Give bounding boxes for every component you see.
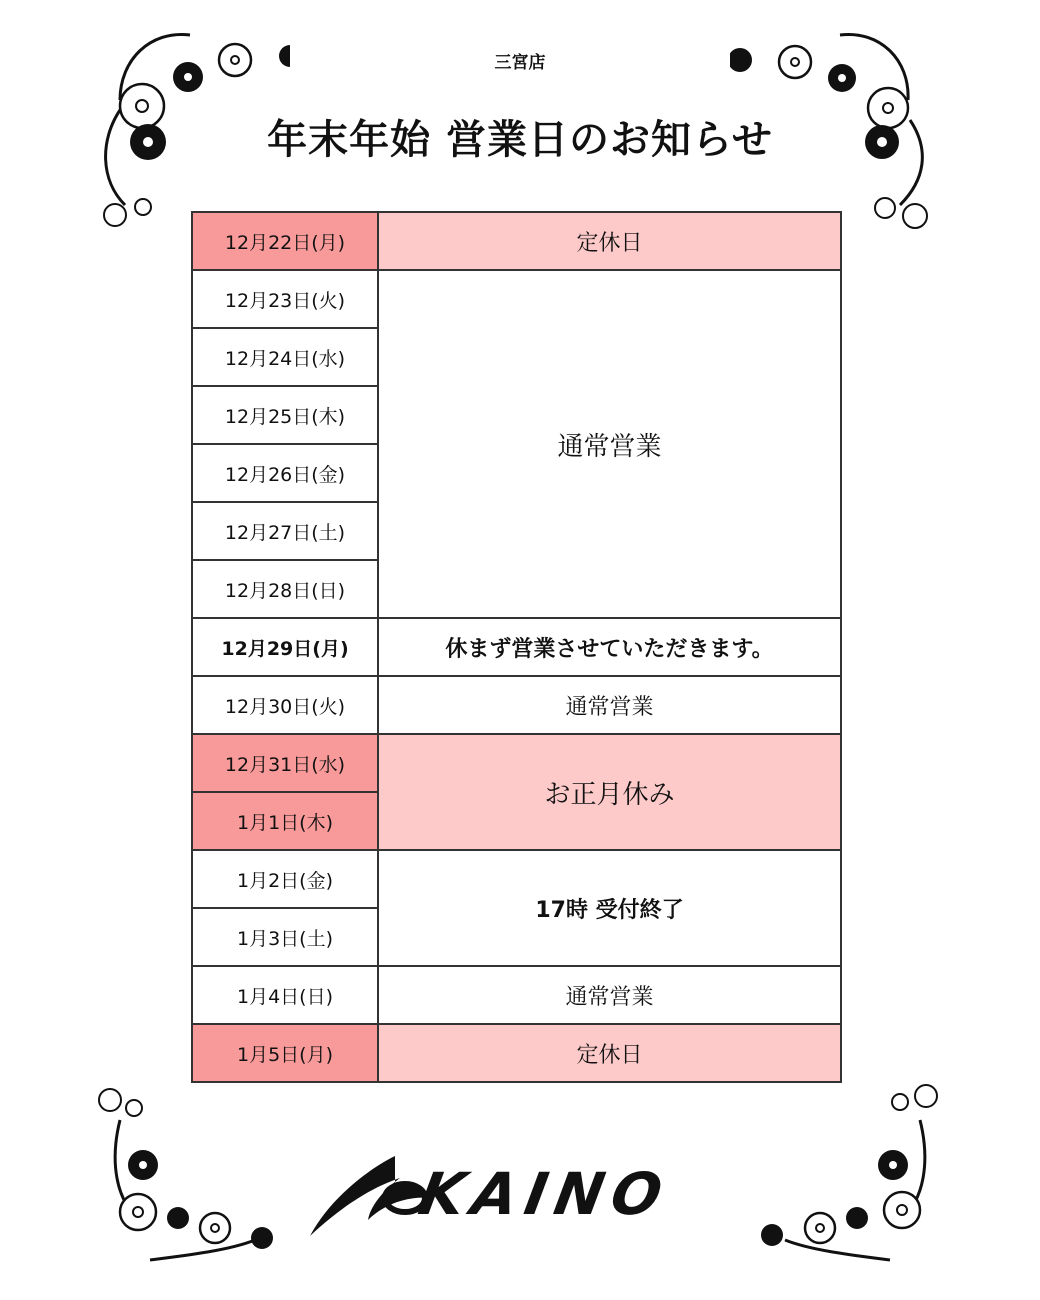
date-cell: 12月25日(木) — [192, 386, 378, 444]
plum-blossom-icon — [200, 1213, 230, 1243]
date-cell: 12月29日(月) — [192, 618, 378, 676]
date-cell: 1月3日(土) — [192, 908, 378, 966]
date-cell: 12月31日(水) — [192, 734, 378, 792]
table-row — [192, 618, 841, 676]
plum-blossom-icon — [761, 1224, 783, 1246]
business-days-table — [191, 211, 842, 1083]
status-cell: 定休日 — [378, 1024, 841, 1082]
date-cell: 12月27日(土) — [192, 502, 378, 560]
plum-blossom-icon — [892, 1094, 908, 1110]
plum-blossom-icon — [915, 1085, 937, 1107]
date-cell: 12月30日(火) — [192, 676, 378, 734]
date-cell: 12月28日(日) — [192, 560, 378, 618]
date-cell: 1月2日(金) — [192, 850, 378, 908]
plum-blossom-icon — [128, 1150, 158, 1180]
table-row — [192, 676, 841, 734]
plum-blossom-icon — [903, 204, 927, 228]
status-cell: 17時 受付終了 — [378, 850, 841, 966]
plum-blossom-icon — [884, 1192, 920, 1228]
date-cell: 1月1日(木) — [192, 792, 378, 850]
plum-blossom-icon — [167, 1207, 189, 1229]
page-title: 年末年始 営業日のお知らせ — [267, 117, 773, 163]
table-row — [192, 270, 841, 328]
table-row — [192, 1024, 841, 1082]
status-cell: お正月休み — [378, 734, 841, 850]
plum-blossom-icon — [251, 1227, 273, 1249]
date-cell: 1月5日(月) — [192, 1024, 378, 1082]
plum-blossom-corner-bottom-right — [750, 1080, 950, 1270]
date-cell: 12月23日(火) — [192, 270, 378, 328]
table-row — [192, 734, 841, 792]
table-row — [192, 850, 841, 908]
plum-blossom-icon — [120, 1194, 156, 1230]
plum-blossom-icon — [99, 1089, 121, 1111]
date-cell: 12月22日(月) — [192, 212, 378, 270]
status-cell: 休まず営業させていただきます。 — [378, 618, 841, 676]
plum-blossom-corner-bottom-left — [90, 1080, 290, 1270]
plum-blossom-icon — [875, 198, 895, 218]
plum-blossom-icon — [135, 199, 151, 215]
plum-blossom-icon — [805, 1213, 835, 1243]
status-cell: 通常営業 — [378, 676, 841, 734]
store-name: 三宮店 — [494, 53, 546, 73]
plum-blossom-icon — [878, 1150, 908, 1180]
date-cell: 12月26日(金) — [192, 444, 378, 502]
kaino-logo — [300, 1148, 750, 1243]
kaino-wordmark: KAINO — [413, 1160, 676, 1228]
status-cell: 通常営業 — [378, 966, 841, 1024]
plum-blossom-icon — [846, 1207, 868, 1229]
date-cell: 1月4日(日) — [192, 966, 378, 1024]
table-row — [192, 966, 841, 1024]
status-cell: 通常営業 — [378, 270, 841, 618]
table-row — [192, 212, 841, 270]
plum-blossom-icon — [104, 204, 126, 226]
status-cell: 定休日 — [378, 212, 841, 270]
kaino-swoosh-icon — [310, 1156, 430, 1236]
date-cell: 12月24日(水) — [192, 328, 378, 386]
plum-blossom-icon — [126, 1100, 142, 1116]
